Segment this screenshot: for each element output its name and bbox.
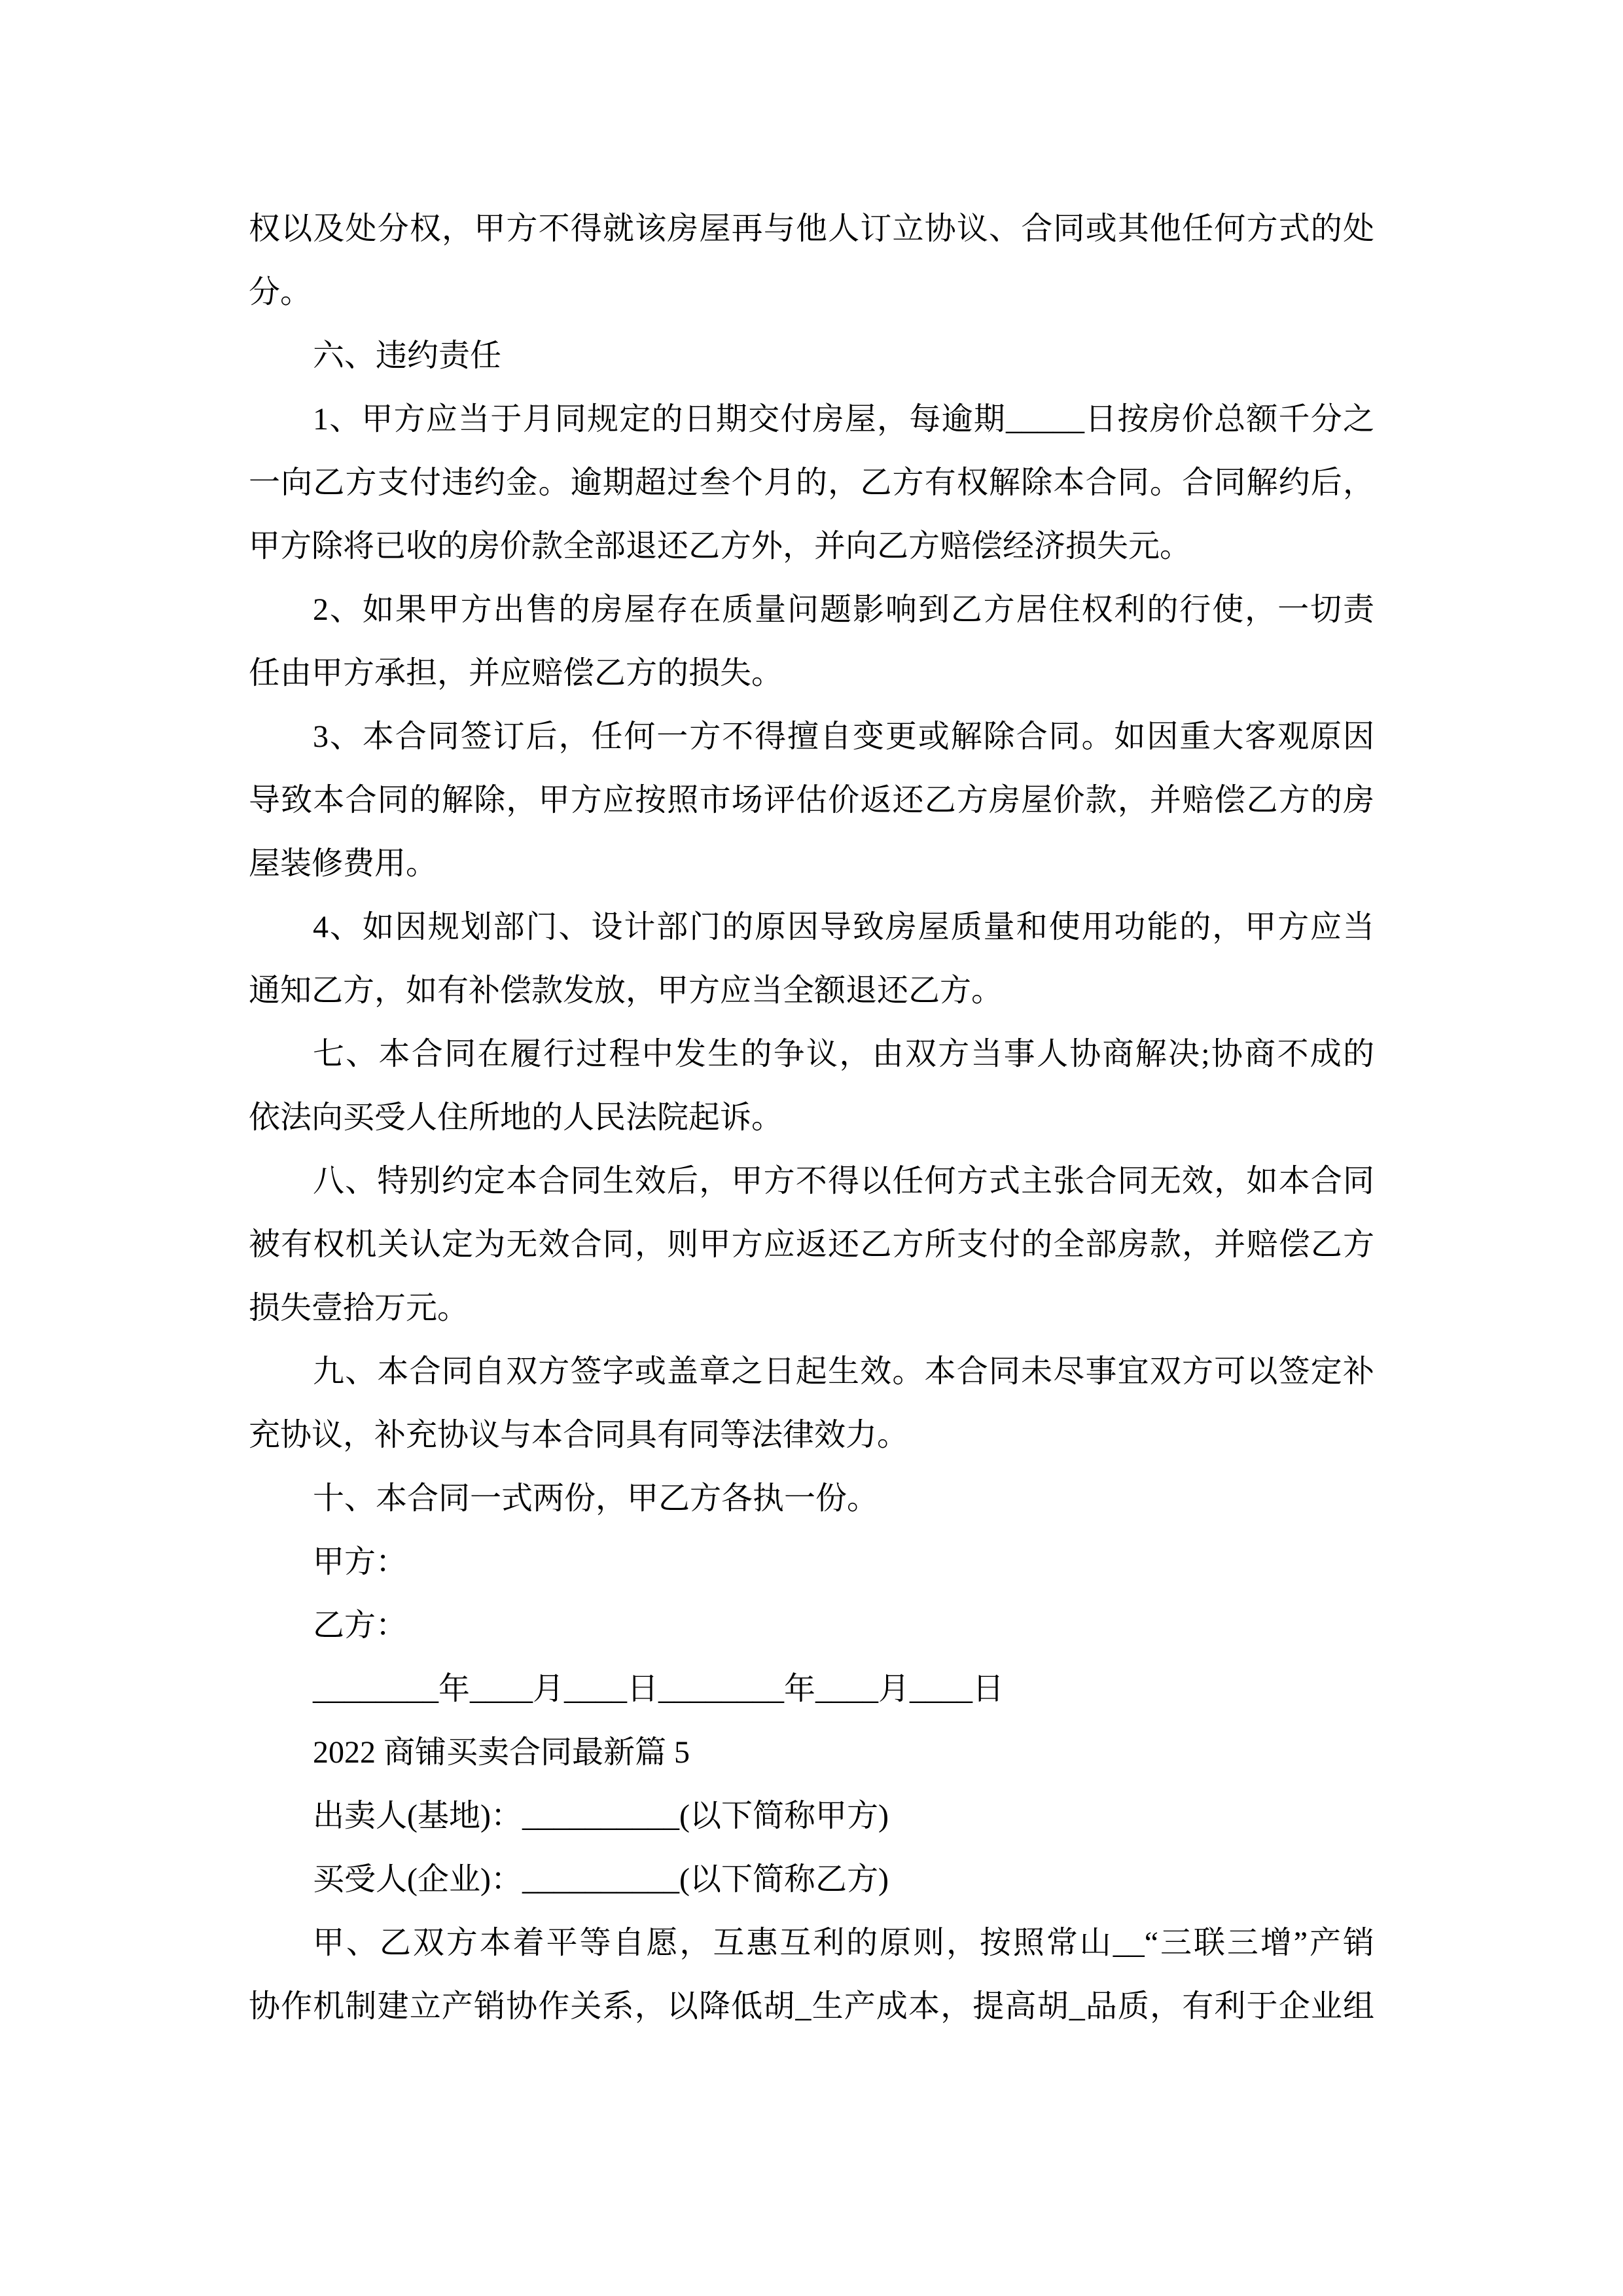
text-line: 甲方： [313,1545,408,1579]
text-line: 一向乙方支付违约金。逾期超过叁个月的，乙方有权解除本合同。合同解约后， [249,465,1374,500]
text-line: 屋装修费用。 [249,846,438,881]
text-line: 乙方： [313,1608,408,1643]
text-line: 1、甲方应当于月同规定的日期交付房屋，每逾期_____日按房价总额千分之 [313,402,1374,437]
text-line: 2、如果甲方出售的房屋存在质量问题影响到乙方居住权利的行使，一切责 [313,592,1374,627]
text-line: 十、本合同一式两份，甲乙方各执一份。 [313,1481,879,1516]
contract-text-body [249,197,1374,2038]
text-line: 被有权机关认定为无效合同，则甲方应返还乙方所支付的全部房款，并赔偿乙方 [249,1227,1374,1262]
text-line: 甲方除将已收的房价款全部退还乙方外，并向乙方赔偿经济损失元。 [249,529,1192,564]
text-line: 协作机制建立产销协作关系，以降低胡_生产成本，提高胡_品质，有利于企业组 [249,1989,1374,2024]
text-line: 依法向买受人住所地的人民法院起诉。 [249,1100,783,1135]
text-line: ________年____月____日________年____月____日 [313,1672,1005,1706]
text-line: 任由甲方承担，并应赔偿乙方的损失。 [249,656,783,691]
text-line: 权以及处分权，甲方不得就该房屋再与他人订立协议、合同或其他任何方式的处 [249,211,1374,246]
text-line: 4、如因规划部门、设计部门的原因导致房屋质量和使用功能的，甲方应当 [313,910,1374,944]
text-line: 七、本合同在履行过程中发生的争议，由双方当事人协商解决;协商不成的 [313,1037,1374,1071]
text-line: 出卖人(基地)：__________(以下简称甲方) [313,1799,889,1833]
text-line: 2022 商铺买卖合同最新篇 5 [313,1735,690,1770]
text-line: 3、本合同签订后，任何一方不得擅自变更或解除合同。如因重大客观原因 [313,719,1374,754]
text-line: 充协议，补充协议与本合同具有同等法律效力。 [249,1418,909,1452]
text-line: 通知乙方，如有补偿款发放，甲方应当全额退还乙方。 [249,973,1003,1008]
text-line: 六、违约责任 [313,338,502,373]
text-line: 甲、乙双方本着平等自愿，互惠互利的原则，按照常山__“三联三增”产销 [313,1926,1374,1960]
text-line: 损失壹拾万元。 [249,1291,469,1325]
text-line: 买受人(企业)：__________(以下简称乙方) [313,1862,889,1897]
text-line: 导致本合同的解除，甲方应按照市场评估价返还乙方房屋价款，并赔偿乙方的房 [249,783,1374,817]
text-line: 八、特别约定本合同生效后，甲方不得以任何方式主张合同无效，如本合同 [313,1164,1374,1198]
text-line: 九、本合同自双方签字或盖章之日起生效。本合同未尽事宜双方可以签定补 [313,1354,1374,1389]
text-line: 分。 [249,275,312,310]
